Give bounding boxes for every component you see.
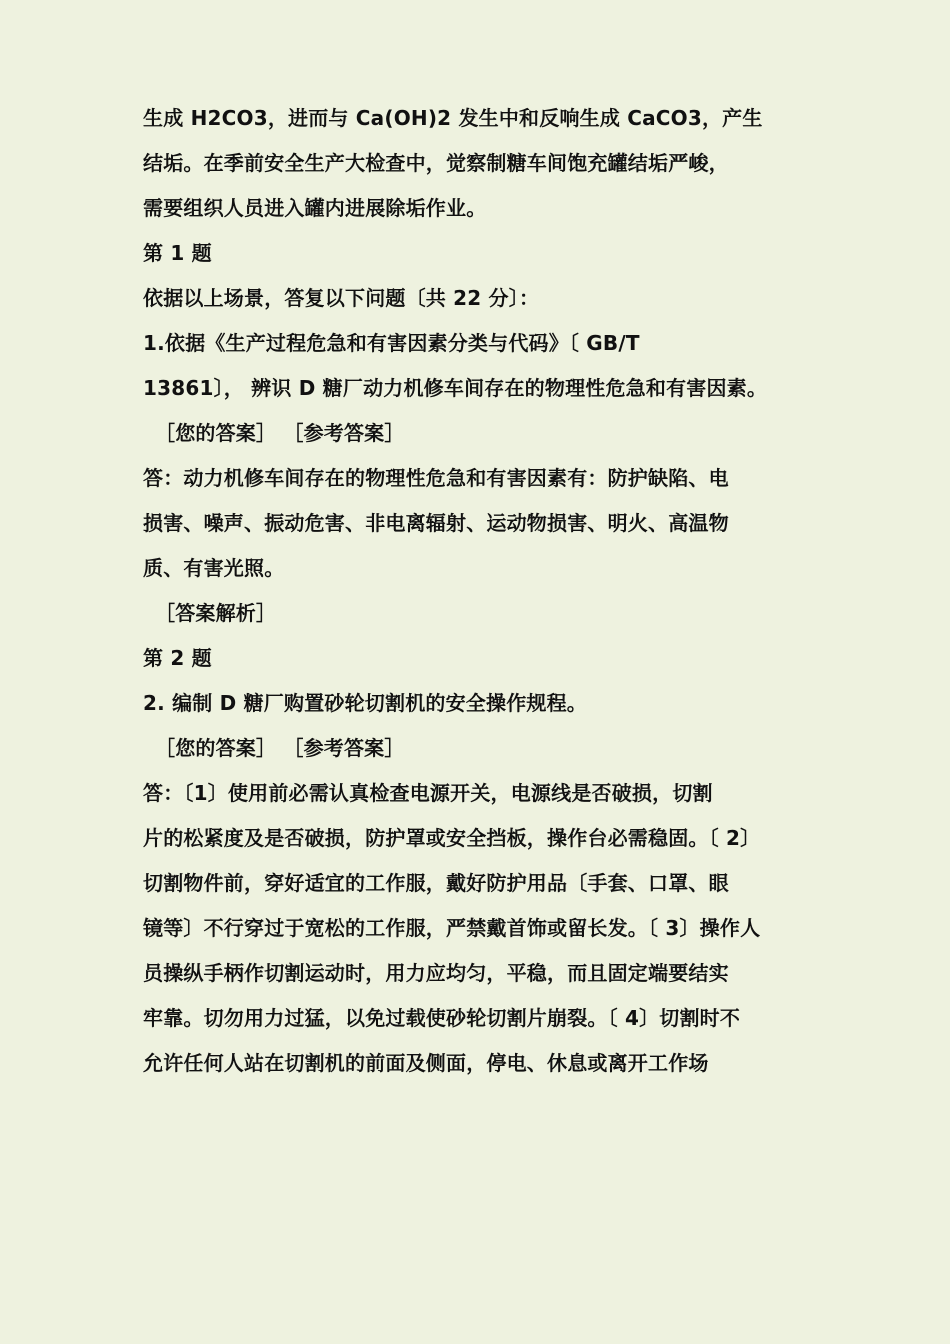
scenario-line-3: 需要组织人员进入罐内进展除垢作业。 <box>143 196 487 220</box>
analysis-label-1: ［答案解析］ <box>155 601 277 625</box>
answer-2-line-5: 员操纵手柄作切割运动时，用力应均匀，平稳，而且固定端要结实 <box>143 961 729 985</box>
answer-1-line-1: 答：动力机修车间存在的物理性危急和有害因素有：防护缺陷、电 <box>143 466 729 490</box>
scenario-line-1: 生成 H2CO3，进而与 Ca(OH)2 发生中和反响生成 CaCO3，产生 <box>143 106 763 130</box>
answer-2-line-1: 答：〔1〕使用前必需认真检查电源开关，电源线是否破损，切割 <box>143 781 713 805</box>
document-page <box>143 96 833 1086</box>
answer-1-line-2: 损害、噪声、振动危害、非电离辐射、运动物损害、明火、高温物 <box>143 511 729 535</box>
answer-2-line-7: 允许任何人站在切割机的前面及侧面，停电、休息或离开工作场 <box>143 1051 709 1075</box>
question-2-line-1: 2. 编制 D 糖厂购置砂轮切割机的安全操作规程。 <box>143 691 588 715</box>
answer-1-line-3: 质、有害光照。 <box>143 556 285 580</box>
answer-labels-2: ［您的答案］ ［参考答案］ <box>155 736 405 760</box>
answer-2-line-6: 牢靠。切勿用力过猛，以免过载使砂轮切割片崩裂。〔 4〕切割时不 <box>143 1006 741 1030</box>
question-1-line-2: 13861〕， 辨识 D 糖厂动力机修车间存在的物理性危急和有害因素。 <box>143 376 768 400</box>
scenario-line-2: 结垢。在季前安全生产大检查中，觉察制糖车间饱充罐结垢严峻， <box>143 151 729 175</box>
question-1-line-1: 1.依据《生产过程危急和有害因素分类与代码》〔 GB/T <box>143 331 640 355</box>
answer-labels-1: ［您的答案］ ［参考答案］ <box>155 421 405 445</box>
question-2-heading: 第 2 题 <box>143 646 212 670</box>
question-1-heading: 第 1 题 <box>143 241 212 265</box>
answer-2-line-2: 片的松紧度及是否破损，防护罩或安全挡板，操作台必需稳固。〔 2〕 <box>143 826 761 850</box>
answer-2-line-4: 镜等〕不行穿过于宽松的工作服，严禁戴首饰或留长发。〔 3〕操作人 <box>143 916 761 940</box>
answer-2-line-3: 切割物件前，穿好适宜的工作服，戴好防护用品〔手套、口罩、眼 <box>143 871 729 895</box>
instruction-line: 依据以上场景，答复以下问题〔共 22 分〕： <box>143 286 540 310</box>
